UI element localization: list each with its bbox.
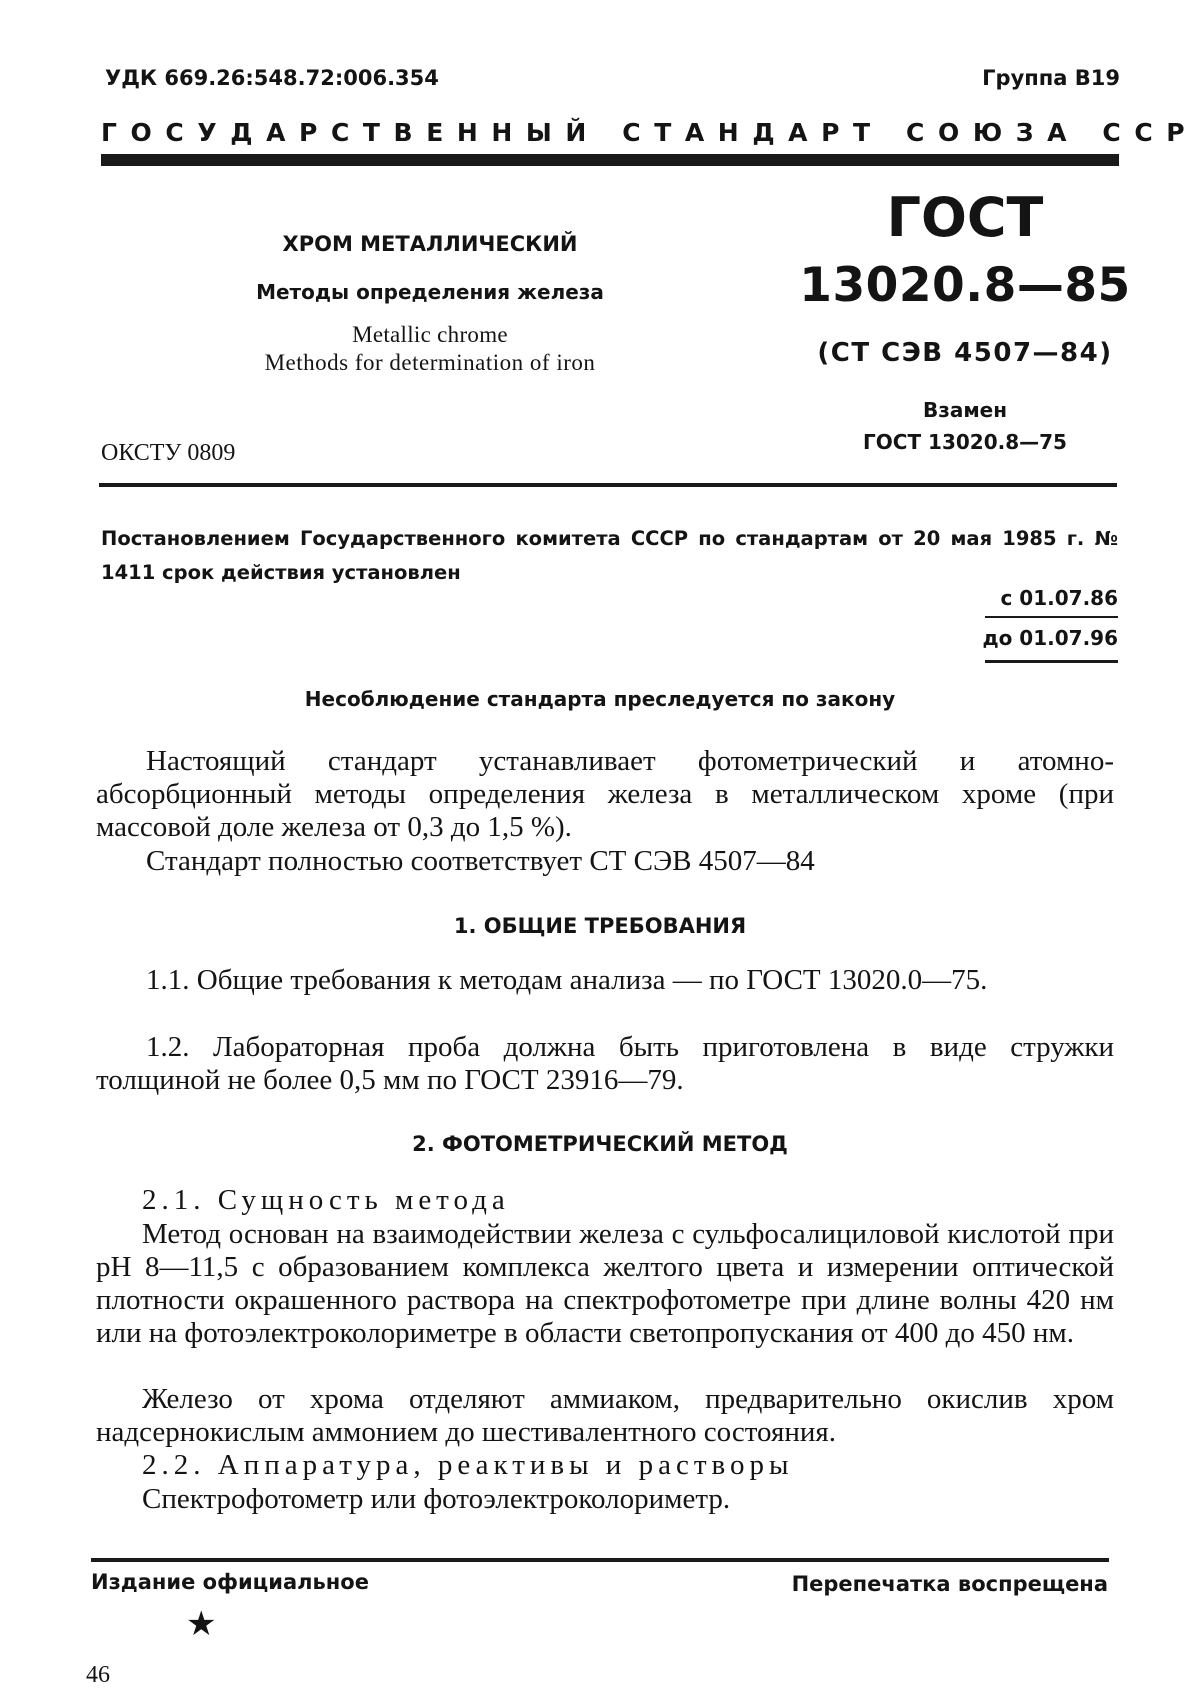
valid-date-underline	[985, 660, 1118, 663]
state-standard-heading: ГОСУДАРСТВЕННЫЙ СТАНДАРТ СОЮЗА ССР	[101, 118, 1199, 147]
clause-1-2: 1.2. Лабораторная проба должна быть приготовлена в виде стружки толщиной не более 0,5 мм по ГОСТ 23916—79.	[96, 1031, 1114, 1096]
clause-2-2-paragraph: Спектрофотометр или фотоэлектроколориметр.	[142, 1483, 731, 1515]
footer-divider	[91, 1558, 1109, 1562]
clause-2-1-paragraph-2: Железо от хрома отделяют аммиаком, предварительно окислив хром надсернокислым аммонием до шестивалентного состояния.	[96, 1383, 1114, 1448]
english-subtitle: Methods for determination of iron	[264, 350, 596, 375]
valid-from-date: с 01.07.86	[1000, 586, 1118, 610]
decree-text: Постановлением Государственного комитета СССР по стандартам от 20 мая 1985 г. № 1411 срок действия установлен	[101, 527, 1118, 584]
reprint-prohibited-label: Перепечатка воспрещена	[791, 1572, 1108, 1596]
official-edition-label: Издание официальное	[91, 1570, 369, 1594]
document-title: ХРОМ МЕТАЛЛИЧЕСКИЙ	[282, 232, 578, 256]
section-2-heading: 2. ФОТОМЕТРИЧЕСКИЙ МЕТОД	[412, 1132, 788, 1156]
law-notice: Несоблюдение стандарта преследуется по закону	[304, 687, 896, 711]
udk-code: УДК 669.26:548.72:006.354	[105, 66, 439, 90]
clause-1-1: 1.1. Общие требования к методам анализа — по ГОСТ 13020.0—75.	[146, 964, 988, 996]
valid-to-date: до 01.07.96	[982, 626, 1118, 650]
group-code: Группа В19	[982, 66, 1120, 90]
replaces-label: Взамен	[922, 398, 1008, 422]
replaced-standard: ГОСТ 13020.8—75	[863, 430, 1067, 454]
document-subtitle: Методы определения железа	[256, 280, 604, 304]
clause-2-2-heading: 2.2. Аппаратура, реактивы и растворы	[142, 1449, 794, 1481]
clause-2-1-heading: 2.1. Сущность метода	[142, 1184, 510, 1216]
section-1-heading: 1. ОБЩИЕ ТРЕБОВАНИЯ	[453, 914, 747, 938]
intro-paragraph: Настоящий стандарт устанавливает фотометрический и атомно-абсорбционный методы определения железа в металлическом хроме (при массовой доле железа от 0,3 до 1,5 %).	[96, 745, 1114, 843]
header-divider	[101, 154, 1119, 166]
star-icon: ★	[186, 1606, 217, 1643]
st-sev-reference: (СТ СЭВ 4507—84)	[817, 338, 1113, 368]
gost-label: ГОСТ	[886, 186, 1044, 249]
clause-2-1-paragraph: Метод основан на взаимодействии железа с сульфосалициловой кислотой при pH 8—11,5 с образованием комплекса желтого цвета и измерении оптической плотности окрашенного раствора на спектрофотометре при длине волны 420 нм или на фотоэлектроколориметре в области светопропускания от 400 до 450 нм.	[96, 1218, 1114, 1349]
title-divider	[99, 483, 1117, 487]
page-number: 46	[86, 1662, 110, 1688]
gost-number: 13020.8—85	[799, 258, 1131, 313]
conformity-paragraph: Стандарт полностью соответствует СТ СЭВ 4507—84	[146, 845, 815, 877]
english-title: Metallic chrome	[352, 322, 508, 347]
valid-date-divider	[985, 616, 1118, 618]
oksty-code: ОКСТУ 0809	[101, 440, 236, 466]
